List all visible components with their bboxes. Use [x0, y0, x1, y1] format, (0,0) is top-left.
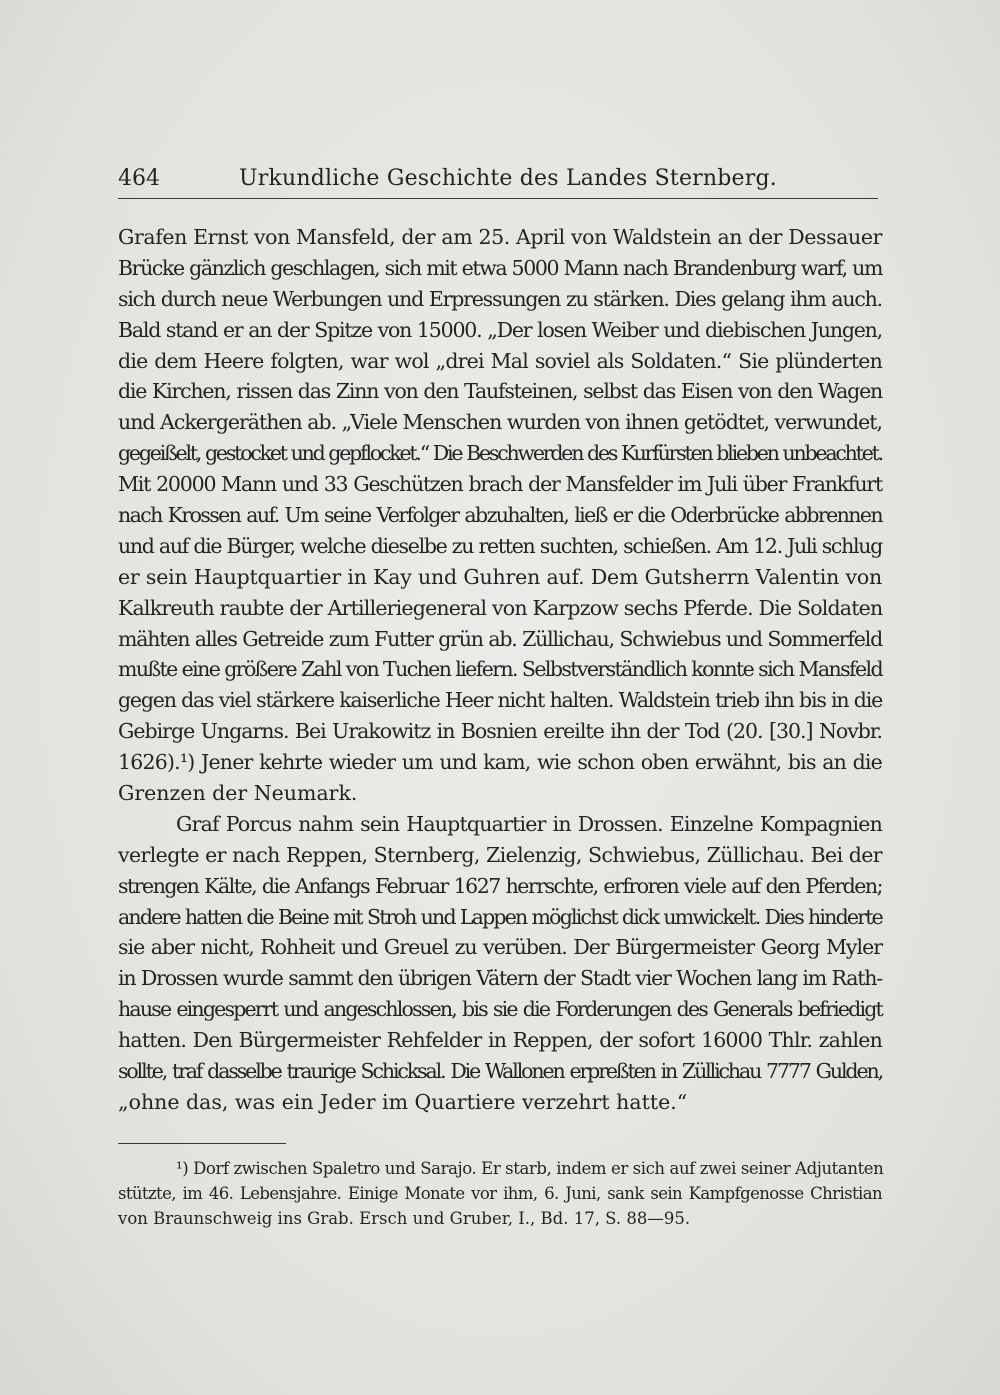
text-line: sollte, traf dasselbe traurige Schicksal. Die Wallonen erpreßten in Züllichau 7777 Gulden,: [118, 1059, 882, 1084]
text-line: Grenzen der Neumark.: [118, 781, 358, 806]
text-line: in Drossen wurde sammt den übrigen Vätern der Stadt vier Wochen lang im Rath-: [118, 966, 882, 991]
text-line: hause eingesperrt und angeschlossen, bis sie die Forderungen des Generals befriedigt: [118, 997, 882, 1022]
text-line: mähten alles Getreide zum Futter grün ab. Züllichau, Schwiebus und Sommerfeld: [118, 626, 882, 651]
paragraph-start-line: Graf Porcus nahm sein Hauptquartier in Drossen. Einzelne Kompagnien: [176, 811, 882, 836]
header-rule: [118, 198, 878, 199]
text-line: und Ackergeräthen ab. „Viele Menschen wurden von ihnen getödtet, verwundet,: [118, 410, 882, 435]
text-line: Grafen Ernst von Mansfeld, der am 25. April von Waldstein an der Dessauer: [118, 225, 882, 249]
text-line: 1626).¹) Jener kehrte wieder um und kam, wie schon oben erwähnt, bis an die: [118, 750, 882, 775]
text-line: nach Krossen auf. Um seine Verfolger abzuhalten, ließ er die Oderbrücke abbrennen: [118, 503, 882, 528]
text-line: verlegte er nach Reppen, Sternberg, Zielenzig, Schwiebus, Züllichau. Bei der: [118, 842, 882, 867]
page-header: [118, 160, 878, 196]
text-line: hatten. Den Bürgermeister Rehfelder in Reppen, der sofort 16000 Thlr. zahlen: [118, 1028, 882, 1053]
text-line: andere hatten die Beine mit Stroh und Lappen möglichst dick umwickelt. Dies hinderte: [118, 904, 882, 929]
footnote-line: stützte, im 46. Lebensjahre. Einige Monate vor ihm, 6. Juni, sank sein Kampfgenosse Christian: [118, 1184, 882, 1203]
text-line: er sein Hauptquartier in Kay und Guhren auf. Dem Gutsherrn Valentin von: [118, 564, 882, 589]
body-text: [118, 222, 882, 1118]
text-line: „ohne das, was ein Jeder im Quartiere verzehrt hatte.“: [118, 1089, 688, 1114]
text-line: Gebirge Ungarns. Bei Urakowitz in Bosnien ereilte ihn der Tod (20. [30.] Novbr.: [118, 719, 882, 744]
text-line: Kalkreuth raubte der Artilleriegeneral von Karpzow sechs Pferde. Die Soldaten: [118, 595, 883, 620]
text-line: Bald stand er an der Spitze von 15000. „Der losen Weiber und diebischen Jungen,: [118, 317, 882, 342]
footnote-line: ¹) Dorf zwischen Spaletro und Sarajo. Er starb, indem er sich auf zwei seiner Adjutanten: [176, 1159, 884, 1178]
text-line: sie aber nicht, Rohheit und Greuel zu verüben. Der Bürgermeister Georg Myler: [118, 935, 882, 960]
footnote-line: von Braunschweig ins Grab. Ersch und Gruber, I., Bd. 17, S. 88—95.: [118, 1209, 691, 1228]
text-line: Brücke gänzlich geschlagen, sich mit etwa 5000 Mann nach Brandenburg warf, um: [118, 255, 882, 280]
text-line: und auf die Bürger, welche dieselbe zu retten suchten, schießen. Am 12. Juli schlug: [118, 533, 882, 558]
text-line: die dem Heere folgten, war wol „drei Mal soviel als Soldaten.“ Sie plünderten: [118, 348, 882, 373]
text-line: die Kirchen, rissen das Zinn von den Taufsteinen, selbst das Eisen von den Wagen: [118, 379, 882, 404]
text-line: Mit 20000 Mann und 33 Geschützen brach der Mansfelder im Juli über Frankfurt: [118, 472, 882, 497]
text-line: sich durch neue Werbungen und Erpressungen zu stärken. Dies gelang ihm auch.: [118, 286, 882, 311]
footnote-rule: [118, 1143, 286, 1144]
running-title: Urkundliche Geschichte des Landes Sternberg.: [239, 165, 777, 191]
page-number: 464: [118, 165, 160, 191]
text-line: gegen das viel stärkere kaiserliche Heer nicht halten. Waldstein trieb ihn bis in die: [118, 688, 882, 713]
text-line: gegeißelt, gestocket und gepflocket.“ Die Beschwerden des Kurfürsten blieben unbeachtet.: [118, 441, 882, 466]
text-line: mußte eine größere Zahl von Tuchen liefern. Selbstverständlich konnte sich Mansfeld: [118, 657, 882, 682]
text-line: strengen Kälte, die Anfangs Februar 1627 herrschte, erfroren viele auf den Pferden;: [118, 873, 882, 898]
footnotes: [118, 1156, 882, 1231]
